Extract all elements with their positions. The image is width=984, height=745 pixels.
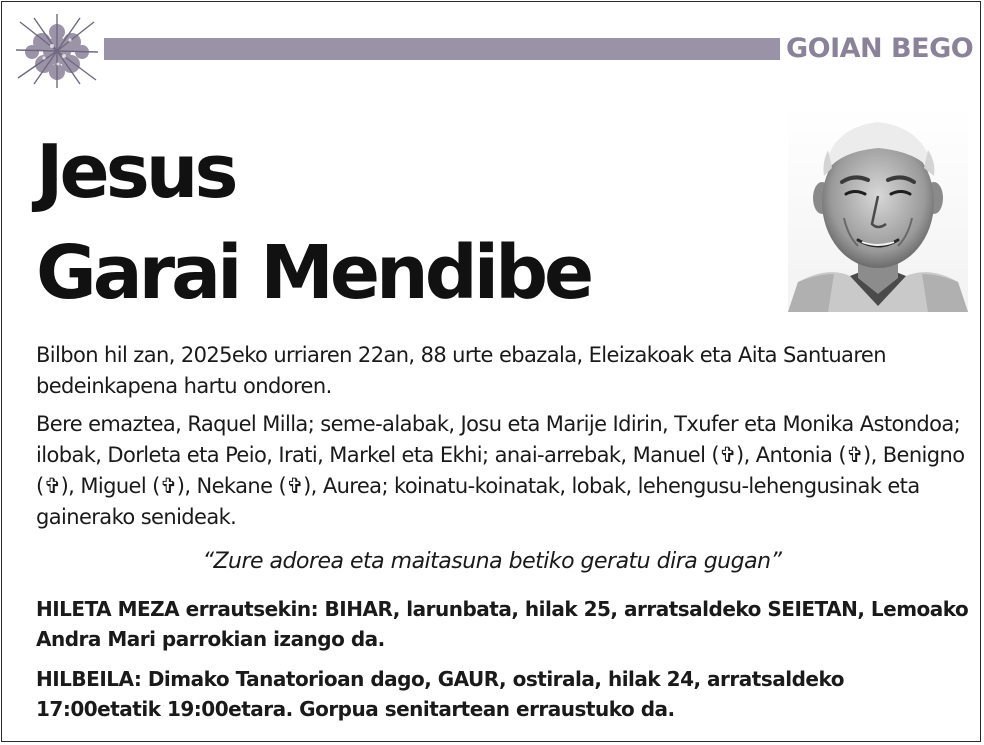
deceased-first-name: Jesus (36, 129, 235, 215)
funeral-mass-info: HILETA MEZA errautsekin: BIHAR, larunbata, hilak 25, arratsaldeko SEIETAN, Lemoako Andra Mari parrokian izango da. (36, 597, 969, 651)
wake-info: HILBEILA: Dimako Tanatorioan dago, GAUR, ostirala, hilak 24, arratsaldeko 17:00etatik 19:00etara. Gorpua senitartean erraustuko da. (36, 667, 844, 721)
death-notice-paragraph: Bilbon hil zan, 2025eko urriaren 22an, 88 urte ebazala, Eleizakoak eta Aita Santuaren bedeinkapena hartu ondoren. (36, 343, 886, 398)
portrait-photo (788, 106, 968, 312)
deceased-surnames: Garai Mendibe (36, 230, 591, 316)
section-label: GOIAN BEGO (786, 33, 974, 64)
memorial-quote: “Zure adorea eta maitasuna betiko geratu dira gugan” (202, 549, 782, 574)
header-bar (104, 38, 780, 60)
family-paragraph: Bere emaztea, Raquel Milla; seme-alabak, Josu eta Marije Idirin, Txufer eta Monika Astondoa; ilobak, Dorleta eta Peio, Irati, Markel eta Ekhi; anai-arrebak, Manuel (✞), Antonia (✞), Benigno (✞), Miguel (✞), Nekane (✞), Aurea; koinatu-koinatak, lobak, lehengusu-lehengusinak eta gainerako senideak. (36, 412, 965, 529)
flower-ornament-icon (14, 12, 100, 90)
